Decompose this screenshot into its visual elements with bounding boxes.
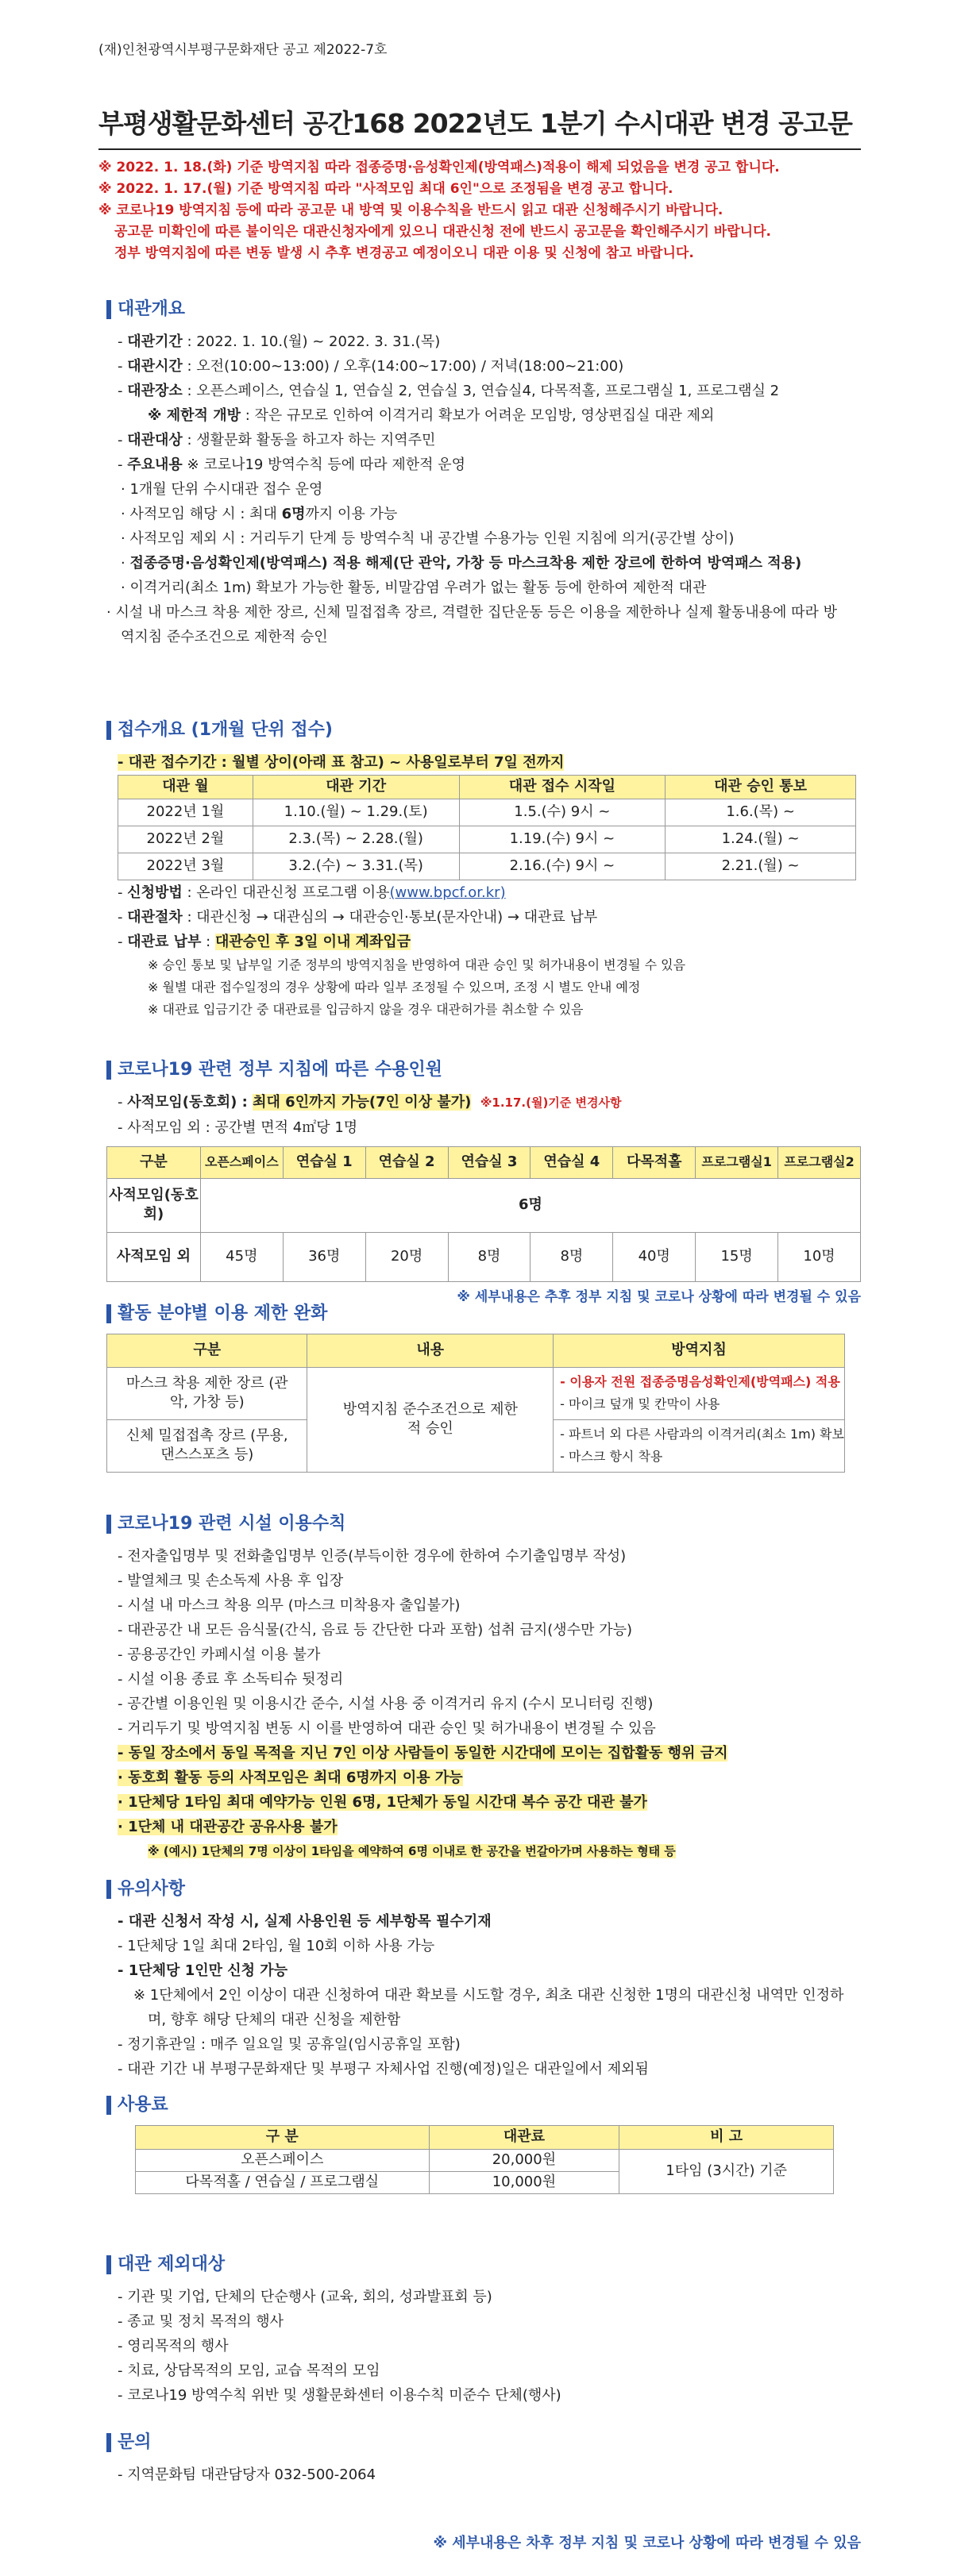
overview-target: - 대관대상 : 생활문화 활동을 하고자 하는 지역주민 xyxy=(118,431,436,449)
section-title: 사용료 xyxy=(106,2093,861,2117)
caution-item: ※ 1단체에서 2인 이상이 대관 신청하여 대관 확보를 시도할 경우, 최초 대관 신청한 1명의 대관신청 내역만 인정하며, 향후 해당 단체의 대관 신청을 제한함 xyxy=(133,1986,844,2028)
section-bar-icon xyxy=(106,1061,111,1080)
overview-section xyxy=(106,298,861,649)
table-cell: 8명 xyxy=(531,1232,613,1281)
table-row xyxy=(107,1232,861,1281)
overview-period: - 대관기간 : 2022. 1. 10.(월) ~ 2022. 3. 31.(목) xyxy=(118,333,441,350)
website-link[interactable]: (www.bpcf.or.kr) xyxy=(389,884,506,901)
contact-section xyxy=(106,2431,861,2487)
notice-item: ※ 코로나19 방역지침 등에 따라 공고문 내 방역 및 이용수칙을 반드시 읽고 대관 신청해주시기 바랍니다. xyxy=(98,202,723,218)
table-cell: - 이용자 전원 접종증명음성확인제(방역패스) 적용 - 마이크 덮개 및 칸막이 사용 xyxy=(554,1367,845,1419)
reception-note: ※ 승인 통보 및 납부일 기준 정부의 방역지침을 반영하여 대관 승인 및 허가내용이 변경될 수 있음 xyxy=(148,957,686,972)
section-bar-icon xyxy=(106,2433,111,2452)
exclusion-item: - 영리목적의 행사 xyxy=(118,2337,229,2355)
rule-item: - 공간별 이용인원 및 이용시간 준수, 시설 사용 중 이격거리 유지 (수시 모니터링 진행) xyxy=(118,1695,654,1712)
section-title: 대관 제외대상 xyxy=(106,2253,861,2277)
capacity-line-2: - 사적모임 외 : 공간별 면적 4㎡당 1명 xyxy=(118,1119,358,1136)
caution-item: - 1단체당 1인만 신청 가능 xyxy=(118,1962,288,1979)
section-bar-icon xyxy=(106,300,111,319)
rule-item: - 동일 장소에서 동일 목적을 지닌 7인 이상 사람들이 동일한 시간대에 모이는 집합활동 행위 금지 xyxy=(118,1744,728,1762)
exclusion-item: - 기관 및 기업, 단체의 단순행사 (교육, 회의, 성과발표회 등) xyxy=(118,2288,492,2305)
overview-item: · 이격거리(최소 1m) 확보가 가능한 활동, 비말감염 우려가 없는 활동 등에 한하여 제한적 대관 xyxy=(121,579,707,596)
notice-item: 정부 방역지침에 따른 변동 발생 시 추후 변경공고 예정이오니 대관 이용 및 신청에 참고 바랍니다. xyxy=(114,245,694,261)
table-header: 구분 xyxy=(107,1334,307,1367)
table-cell: 2.16.(수) 9시 ~ xyxy=(459,853,666,880)
caution-item: - 대관 신청서 작성 시, 실제 사용인원 등 세부항목 필수기재 xyxy=(118,1912,492,1930)
reception-table xyxy=(118,775,856,880)
table-cell: 사적모임(동호회) xyxy=(107,1178,201,1232)
exclusion-item: - 코로나19 방역수칙 위반 및 생활문화센터 이용수칙 미준수 단체(행사) xyxy=(118,2386,561,2404)
table-cell: 신체 밀접접촉 장르 (무용, 댄스스포츠 등) xyxy=(107,1419,307,1472)
table-cell: 45명 xyxy=(200,1232,283,1281)
table-header: 내용 xyxy=(307,1334,554,1367)
overview-place: - 대관장소 : 오픈스페이스, 연습실 1, 연습실 2, 연습실 3, 연습실4, 다목적홀, 프로그램실 1, 프로그램실 2 xyxy=(118,382,780,399)
table-header: 구 분 xyxy=(136,2125,430,2149)
rules-section xyxy=(106,1512,861,1864)
overview-item: · 1개월 단위 수시대관 접수 운영 xyxy=(121,480,323,498)
table-cell: 40명 xyxy=(613,1232,696,1281)
overview-limit: ※ 제한적 개방 : 작은 규모로 인하여 이격거리 확보가 어려운 모임방, 영상편집실 대관 제외 xyxy=(148,406,715,424)
caution-section xyxy=(106,1877,861,2081)
table-header: 비 고 xyxy=(619,2125,834,2149)
table-cell: 2.3.(목) ~ 2.28.(월) xyxy=(253,826,459,853)
table-header: 대관 접수 시작일 xyxy=(459,775,666,799)
table-cell: 6명 xyxy=(200,1178,860,1232)
table-cell: 오픈스페이스 xyxy=(136,2149,430,2171)
rule-item: - 거리두기 및 방역지침 변동 시 이를 반영하여 대관 승인 및 허가내용이 변경될 수 있음 xyxy=(118,1719,656,1737)
section-title: 문의 xyxy=(106,2431,861,2455)
section-bar-icon xyxy=(106,1304,111,1323)
rule-item: - 공용공간인 카페시설 이용 불가 xyxy=(118,1646,321,1663)
exclusion-item: - 종교 및 정치 목적의 행사 xyxy=(118,2312,284,2330)
notice-item: ※ 2022. 1. 18.(화) 기준 방역지침 따라 접종증명·음성확인제(방역패스)적용이 해제 되었음을 변경 공고 합니다. xyxy=(98,160,780,175)
rule-item: · 1단체 내 대관공간 공유사용 불가 xyxy=(118,1818,338,1835)
rule-item: - 시설 내 마스크 착용 의무 (마스크 미착용자 출입불가) xyxy=(118,1596,461,1614)
section-bar-icon xyxy=(106,1880,111,1899)
capacity-section xyxy=(106,1058,861,1307)
table-cell: 1.6.(목) ~ xyxy=(666,799,856,826)
section-title: 대관개요 xyxy=(106,298,861,322)
footer-note: ※ 세부내용은 차후 정부 지침 및 코로나 상황에 따라 변경될 수 있음 xyxy=(433,2535,861,2551)
table-cell: 10명 xyxy=(778,1232,861,1281)
reception-process: - 대관절차 : 대관신청 → 대관심의 → 대관승인·통보(문자안내) → 대관료 납부 xyxy=(118,908,598,926)
table-row xyxy=(136,2149,834,2171)
section-title: 접수개요 (1개월 단위 접수) xyxy=(106,718,861,742)
table-cell: 1.5.(수) 9시 ~ xyxy=(459,799,666,826)
exclusion-section xyxy=(106,2253,861,2408)
rule-item: - 시설 이용 종료 후 소독티슈 뒷정리 xyxy=(118,1670,344,1688)
table-header: 대관료 xyxy=(429,2125,619,2149)
section-title: 활동 분야별 이용 제한 완화 xyxy=(106,1302,861,1326)
table-header: 연습실 2 xyxy=(365,1146,448,1178)
table-cell: 2022년 2월 xyxy=(118,826,253,853)
table-cell: 1.24.(월) ~ xyxy=(666,826,856,853)
exclusion-item: - 치료, 상담목적의 모임, 교습 목적의 모임 xyxy=(118,2362,380,2379)
table-header: 프로그램실2 xyxy=(778,1146,861,1178)
section-bar-icon xyxy=(106,2255,111,2274)
overview-item: · 사적모임 제외 시 : 거리두기 단계 등 방역수칙 내 공간별 수용가능 인원 지침에 의거(공간별 상이) xyxy=(121,529,735,547)
reception-method: - 신청방법 : 온라인 대관신청 프로그램 이용(www.bpcf.or.kr) xyxy=(118,884,506,901)
document-number: (재)인천광역시부평구문화재단 공고 제2022-7호 xyxy=(98,42,388,58)
section-title: 유의사항 xyxy=(106,1877,861,1901)
table-row xyxy=(107,1367,845,1419)
table-header: 대관 승인 통보 xyxy=(666,775,856,799)
table-cell: 20,000원 xyxy=(429,2149,619,2171)
section-title: 코로나19 관련 시설 이용수칙 xyxy=(106,1512,861,1536)
table-cell: 마스크 착용 제한 장르 (관악, 가창 등) xyxy=(107,1367,307,1419)
table-header: 방역지침 xyxy=(554,1334,845,1367)
contact-line: - 지역문화팀 대관담당자 032-500-2064 xyxy=(118,2466,376,2483)
table-row xyxy=(118,826,856,853)
table-header: 연습실 3 xyxy=(448,1146,531,1178)
table-header: 연습실 4 xyxy=(531,1146,613,1178)
table-cell: 8명 xyxy=(448,1232,531,1281)
rule-item: · 동호회 활동 등의 사적모임은 최대 6명까지 이용 가능 xyxy=(118,1769,463,1786)
table-header: 오픈스페이스 xyxy=(200,1146,283,1178)
section-bar-icon xyxy=(106,721,111,740)
overview-item: · 접종증명·음성확인제(방역패스) 적용 해제(단 관악, 가창 등 마스크착용 제한 장르에 한하여 방역패스 적용) xyxy=(121,554,802,572)
table-header: 프로그램실1 xyxy=(696,1146,778,1178)
overview-item: · 사적모임 해당 시 : 최대 6명까지 이용 가능 xyxy=(121,505,398,522)
reception-fee: - 대관료 납부 : 대관승인 후 3일 이내 계좌입금 xyxy=(118,933,411,950)
table-row xyxy=(107,1178,861,1232)
table-cell: 3.2.(수) ~ 3.31.(목) xyxy=(253,853,459,880)
activity-section xyxy=(106,1302,861,1473)
overview-time: - 대관시간 : 오전(10:00~13:00) / 오후(14:00~17:00) / 저녁(18:00~21:00) xyxy=(118,357,624,375)
table-cell: 사적모임 외 xyxy=(107,1232,201,1281)
section-bar-icon xyxy=(106,1515,111,1534)
capacity-note: ※ 세부내용은 추후 정부 지침 및 코로나 상황에 따라 변경될 수 있음 xyxy=(457,1288,861,1305)
table-cell: 2.21.(월) ~ xyxy=(666,853,856,880)
table-header: 다목적홀 xyxy=(613,1146,696,1178)
table-row xyxy=(118,799,856,826)
table-cell: 36명 xyxy=(283,1232,365,1281)
table-cell: 10,000원 xyxy=(429,2171,619,2193)
table-header: 대관 월 xyxy=(118,775,253,799)
rule-item: ※ (예시) 1단체의 7명 이상이 1타임을 예약하여 6명 이내로 한 공간을 번갈아가며 사용하는 형태 등 xyxy=(148,1843,676,1858)
rule-item: - 발열체크 및 손소독제 사용 후 입장 xyxy=(118,1572,344,1589)
reception-note: ※ 월별 대관 접수일정의 경우 상황에 따라 일부 조정될 수 있으며, 조정 시 별도 안내 예정 xyxy=(148,979,641,995)
notice-item: 공고문 미확인에 따른 불이익은 대관신청자에게 있으니 대관신청 전에 반드시 공고문을 확인해주시기 바랍니다. xyxy=(114,224,771,240)
table-header: 대관 기간 xyxy=(253,775,459,799)
table-cell: 방역지침 준수조건으로 제한적 승인 xyxy=(307,1367,554,1472)
reception-section xyxy=(106,718,861,1021)
table-cell: 1.10.(월) ~ 1.29.(토) xyxy=(253,799,459,826)
table-header: 연습실 1 xyxy=(283,1146,365,1178)
rule-item: - 대관공간 내 모든 음식물(간식, 음료 등 간단한 다과 포함) 섭취 금지(생수만 가능) xyxy=(118,1621,632,1638)
rule-item: · 1단체당 1타임 최대 예약가능 인원 6명, 1단체가 동일 시간대 복수 공간 대관 불가 xyxy=(118,1793,647,1811)
caution-item: - 대관 기간 내 부평구문화재단 및 부평구 자체사업 진행(예정)일은 대관일에서 제외됨 xyxy=(118,2060,649,2077)
table-cell: 2022년 3월 xyxy=(118,853,253,880)
fee-section xyxy=(106,2093,861,2194)
notice-item: ※ 2022. 1. 17.(월) 기준 방역지침 따라 "사적모임 최대 6인"으로 조정됨을 변경 공고 합니다. xyxy=(98,181,673,197)
section-title: 코로나19 관련 정부 지침에 따른 수용인원 xyxy=(106,1058,861,1082)
table-header: 구분 xyxy=(107,1146,201,1178)
activity-table xyxy=(106,1334,845,1473)
capacity-table xyxy=(106,1146,861,1282)
table-cell: 1.19.(수) 9시 ~ xyxy=(459,826,666,853)
section-bar-icon xyxy=(106,2096,111,2115)
table-cell: 2022년 1월 xyxy=(118,799,253,826)
reception-period: - 대관 접수기간 : 월별 상이(아래 표 참고) ~ 사용일로부터 7일 전까지 xyxy=(118,753,565,771)
table-cell: 15명 xyxy=(696,1232,778,1281)
reception-note: ※ 대관료 입금기간 중 대관료를 입금하지 않을 경우 대관허가를 취소할 수 있음 xyxy=(148,1001,584,1017)
page-title: 부평생활문화센터 공간168 2022년도 1분기 수시대관 변경 공고문 xyxy=(98,106,861,150)
table-row xyxy=(118,853,856,880)
caution-item: - 정기휴관일 : 매주 일요일 및 공휴일(임시공휴일 포함) xyxy=(118,2035,461,2053)
table-cell: - 파트너 외 다른 사람과의 이격거리(최소 1m) 확보 - 마스크 항시 착용 xyxy=(554,1419,845,1472)
overview-content: - 주요내용 ※ 코로나19 방역수칙 등에 따라 제한적 운영 xyxy=(118,456,466,473)
table-cell: 1타임 (3시간) 기준 xyxy=(619,2149,834,2193)
capacity-line-1: - 사적모임(동호회) : 최대 6인까지 가능(7인 이상 불가) ※1.17.(월)기준 변경사항 xyxy=(118,1093,622,1111)
overview-item: · 시설 내 마스크 착용 제한 장르, 신체 밀접접촉 장르, 격렬한 집단운동 등은 이용을 제한하나 실제 활동내용에 따라 방역지침 준수조건으로 제한적 승인 xyxy=(106,603,838,645)
table-cell: 다목적홀 / 연습실 / 프로그램실 xyxy=(136,2171,430,2193)
notice-list xyxy=(98,157,861,264)
fee-table xyxy=(135,2125,834,2194)
rule-item: - 전자출입명부 및 전화출입명부 인증(부득이한 경우에 한하여 수기출입명부 작성) xyxy=(118,1547,627,1565)
caution-item: - 1단체당 1일 최대 2타임, 월 10회 이하 사용 가능 xyxy=(118,1937,435,1954)
table-cell: 20명 xyxy=(365,1232,448,1281)
